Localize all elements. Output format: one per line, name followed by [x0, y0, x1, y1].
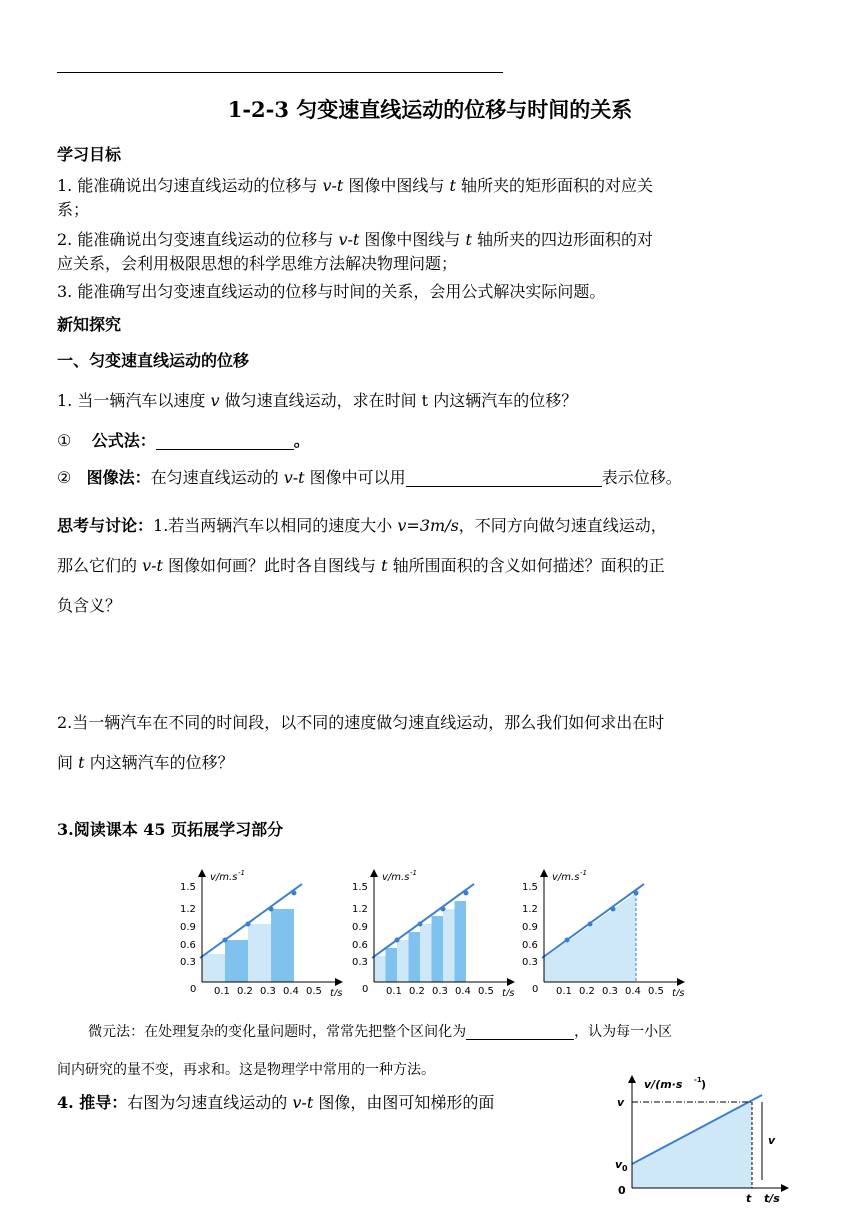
svg-text:0.3: 0.3	[432, 986, 448, 996]
method-graph: ② 图像法：在匀速直线运动的 v-t 图像中可以用 表示位移。	[57, 468, 682, 487]
svg-text:0: 0	[618, 1184, 626, 1197]
micro-method: 微元法：在处理复杂的变化量问题时，常常先把整个区间化为 ，认为每一小区 间内研究的量不变，再求和。这是物理学中常用的一种方法。	[57, 1013, 807, 1089]
svg-text:0.4: 0.4	[283, 986, 299, 996]
svg-text:0.3: 0.3	[260, 986, 276, 996]
svg-text:v/m.s: v/m.s	[382, 872, 410, 883]
svg-text:1.2: 1.2	[352, 904, 368, 915]
question-2: 2.当一辆汽车在不同的时间段，以不同的速度做匀速直线运动，那么我们如何求出在时 间 t 内这辆汽车的位移？	[57, 713, 665, 772]
micro-blank[interactable]	[466, 1021, 574, 1040]
svg-text:t/s: t/s	[672, 988, 685, 996]
svg-text:v/m.s: v/m.s	[552, 872, 580, 883]
question-4: 4. 推导：右图为匀速直线运动的 v-t 图像，由图可知梯形的面	[57, 1093, 495, 1112]
svg-text:0.6: 0.6	[180, 940, 196, 951]
section-1-heading: 一、匀变速直线运动的位移	[57, 351, 250, 370]
svg-text:0: 0	[190, 984, 197, 995]
rect-1	[202, 954, 225, 982]
svg-text:1.5: 1.5	[522, 882, 538, 893]
svg-text:0.1: 0.1	[386, 986, 402, 996]
svg-text:0.1: 0.1	[214, 986, 230, 996]
svg-text:0.5: 0.5	[648, 986, 664, 996]
vt-graph-trapezoid	[604, 1072, 794, 1212]
svg-text:0: 0	[362, 984, 369, 995]
explore-heading: 新知探究	[57, 315, 122, 334]
discussion: 思考与讨论：1.若当两辆汽车以相同的速度大小 v=3m/s，不同方向做匀速直线运动， 那么它们的 v-t 图像如何画？此时各自图线与 t 轴所围面积的含义如何描述？面积的正 负含义？	[57, 516, 667, 615]
svg-text:v: v	[615, 1158, 623, 1171]
svg-text:0.2: 0.2	[579, 986, 595, 996]
svg-text:0: 0	[622, 1164, 628, 1173]
svg-text:1.2: 1.2	[180, 904, 196, 915]
svg-text:1.2: 1.2	[522, 904, 538, 915]
svg-text:0.6: 0.6	[352, 940, 368, 951]
svg-text:0.6: 0.6	[522, 940, 538, 951]
svg-text:0.3: 0.3	[522, 957, 538, 968]
svg-text:t/s: t/s	[764, 1192, 780, 1205]
svg-text:0.1: 0.1	[556, 986, 572, 996]
svg-text:-1: -1	[238, 869, 245, 877]
vt-graph-coarse	[170, 866, 350, 996]
svg-text:0.4: 0.4	[455, 986, 471, 996]
header-rule	[57, 72, 503, 73]
svg-text:0.9: 0.9	[352, 922, 368, 933]
svg-text:0.9: 0.9	[522, 922, 538, 933]
svg-text:0.9: 0.9	[180, 922, 196, 933]
svg-text:0.2: 0.2	[409, 986, 425, 996]
svg-text:-1: -1	[580, 869, 587, 877]
svg-text:v: v	[617, 1096, 625, 1109]
vt-graph-area	[512, 866, 692, 996]
svg-text:1.5: 1.5	[180, 882, 196, 893]
svg-text:t/s: t/s	[502, 988, 515, 996]
formula-blank[interactable]	[156, 431, 294, 450]
svg-text:0.3: 0.3	[602, 986, 618, 996]
svg-text:v/m.s: v/m.s	[210, 872, 238, 883]
rect-2	[225, 940, 248, 982]
svg-text:0.4: 0.4	[625, 986, 641, 996]
method-formula: ① 公式法： 。	[57, 431, 310, 450]
goal-3: 3. 能准确写出匀变速直线运动的位移与时间的关系，会用公式解决实际问题。	[57, 282, 606, 301]
svg-text:v/(m·s: v/(m·s	[644, 1078, 683, 1091]
question-1: 1. 当一辆汽车以速度 v 做匀速直线运动，求在时间 t 内这辆汽车的位移？	[57, 391, 578, 410]
rect-4	[271, 909, 294, 982]
question-3: 3.阅读课本 45 页拓展学习部分	[57, 820, 284, 839]
svg-text:0.2: 0.2	[237, 986, 253, 996]
page-title: 1-2-3 匀变速直线运动的位移与时间的关系	[227, 97, 633, 122]
svg-text:v: v	[768, 1134, 776, 1147]
svg-text:0.5: 0.5	[478, 986, 494, 996]
rect-3	[248, 924, 271, 982]
svg-text:): )	[701, 1078, 707, 1091]
goal-2: 2. 能准确说出匀变速直线运动的位移与 v-t 图像中图线与 t 轴所夹的四边形面积的对 应关系，会利用极限思想的科学思维方法解决物理问题；	[57, 230, 654, 273]
goals-heading: 学习目标	[57, 145, 122, 164]
svg-text:-1: -1	[410, 869, 417, 877]
svg-text:-1: -1	[694, 1076, 702, 1084]
svg-text:t: t	[746, 1192, 752, 1205]
graph-blank[interactable]	[406, 468, 602, 487]
goal-1: 1. 能准确说出匀速直线运动的位移与 v-t 图像中图线与 t 轴所夹的矩形面积的对应关 系；	[57, 176, 654, 219]
vt-graph-fine	[342, 866, 522, 996]
svg-text:0: 0	[532, 984, 539, 995]
svg-text:0.3: 0.3	[180, 957, 196, 968]
svg-text:t/s: t/s	[330, 988, 343, 996]
svg-text:0.5: 0.5	[306, 986, 322, 996]
svg-text:1.5: 1.5	[352, 882, 368, 893]
svg-text:0.3: 0.3	[352, 957, 368, 968]
